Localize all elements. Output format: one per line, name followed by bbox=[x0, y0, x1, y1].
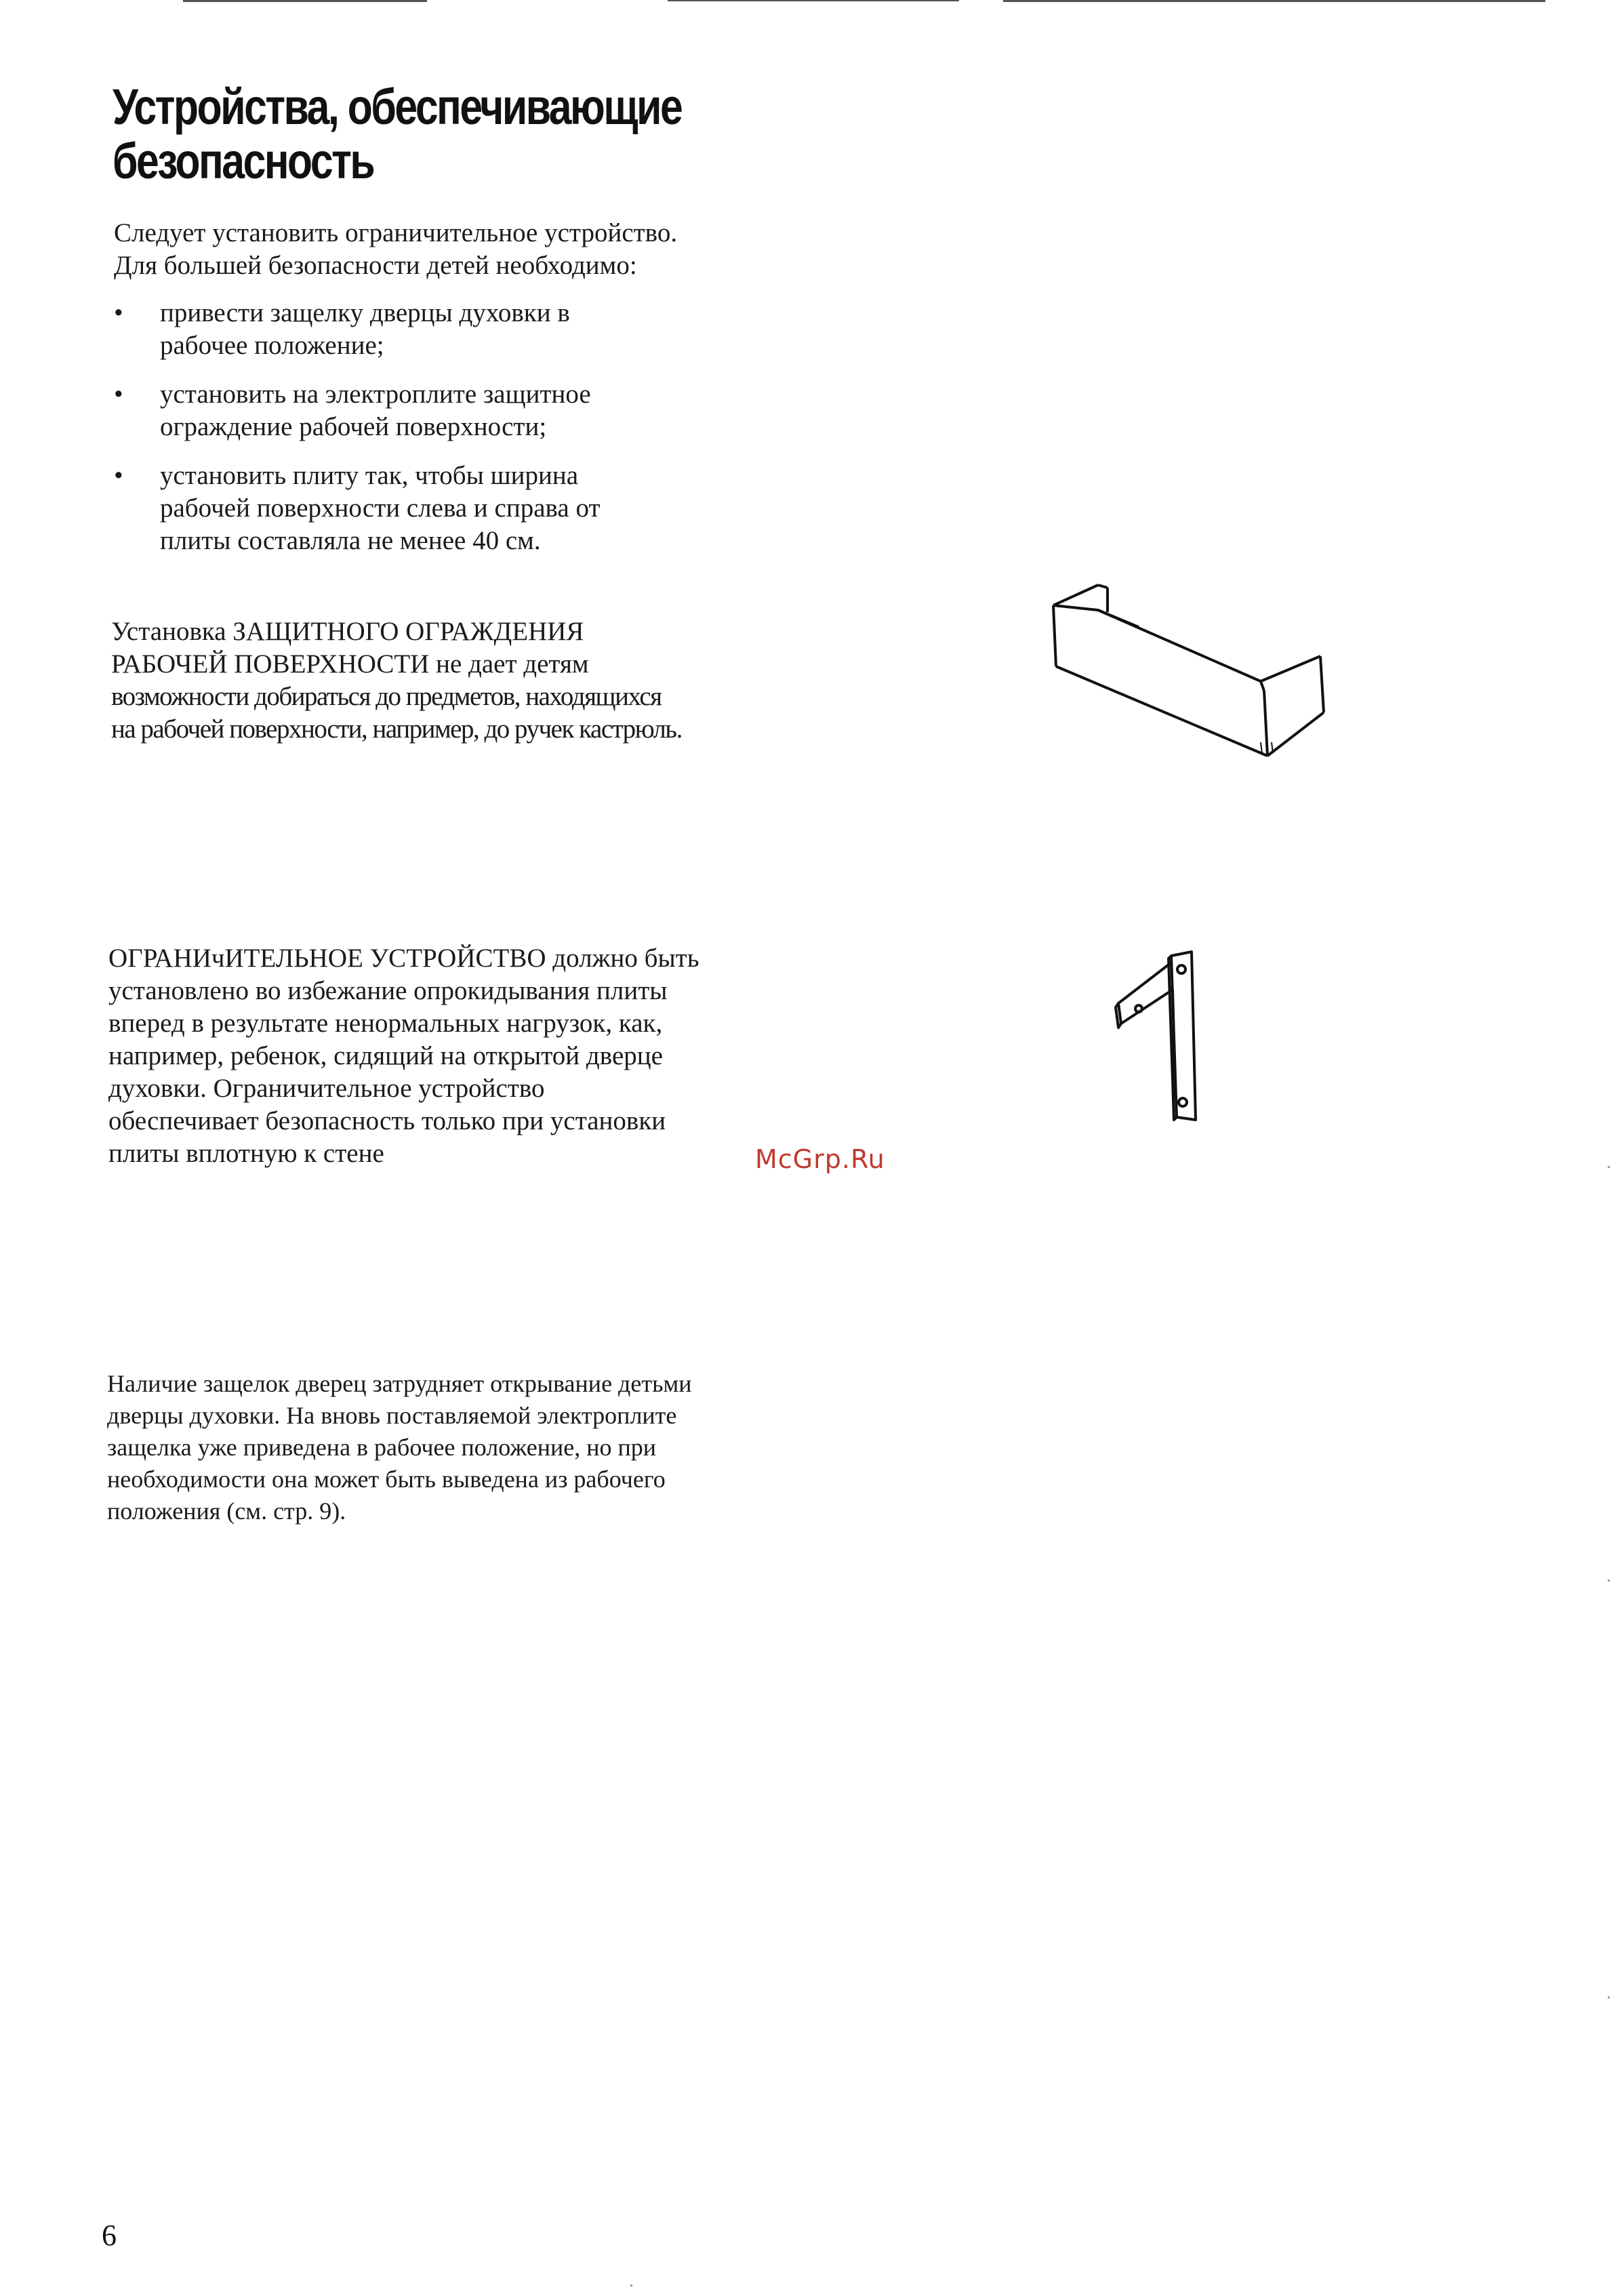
paragraph-line: необходимости она может быть выведена из рабочего bbox=[107, 1466, 666, 1493]
paragraph-line: на рабочей поверхности, например, до ручек кастрюль. bbox=[111, 714, 682, 744]
paragraph-line: плиты вплотную к стене bbox=[108, 1139, 384, 1168]
latch-paragraph bbox=[107, 1368, 785, 1527]
list-item bbox=[114, 460, 724, 557]
page-title bbox=[113, 80, 724, 188]
paragraph-line: например, ребенок, сидящий на открытой дверце bbox=[108, 1041, 663, 1070]
list-item-line: ограждение рабочей поверхности; bbox=[160, 412, 547, 441]
paragraph-line: вперед в результате ненормальных нагрузок, как, bbox=[108, 1009, 663, 1038]
list-item-line: установить плиту так, чтобы ширина bbox=[160, 461, 579, 490]
hob-guard-illustration bbox=[1044, 580, 1349, 763]
paragraph-line: Наличие защелок дверец затрудняет открывание детьми bbox=[107, 1370, 692, 1397]
paragraph-line: ОГРАНИчИТЕЛЬНОЕ УСТРОЙСТВО должно быть bbox=[108, 944, 699, 973]
paragraph-line: установлено во избежание опрокидывания плиты bbox=[108, 976, 668, 1005]
list-item-line: плиты составляла не менее 40 см. bbox=[160, 526, 541, 555]
scan-speck bbox=[1608, 1579, 1610, 1582]
intro-line: Для большей безопасности детей необходимо: bbox=[114, 251, 637, 280]
paragraph-line: дверцы духовки. На вновь поставляемой электроплите bbox=[107, 1402, 677, 1429]
scan-speck bbox=[630, 2284, 632, 2287]
paragraph-line: возможности добираться до предметов, находящихся bbox=[111, 682, 662, 711]
paragraph-line: духовки. Ограничительное устройство bbox=[108, 1074, 545, 1103]
paragraph-line: Установка ЗАЩИТНОГО ОГРАЖДЕНИЯ bbox=[111, 617, 584, 646]
paragraph-line: положения (см. стр. 9). bbox=[107, 1497, 346, 1525]
anti-tip-bracket-illustration bbox=[1112, 942, 1220, 1125]
intro-line: Следует установить ограничительное устройство. bbox=[114, 218, 678, 247]
page-title-line: Устройства, обеспечивающие bbox=[113, 79, 682, 135]
scan-line bbox=[1003, 0, 1545, 2]
scan-line bbox=[668, 0, 959, 1]
bullet-marker: • bbox=[114, 298, 123, 327]
scan-speck bbox=[1608, 1996, 1610, 1998]
scan-speck bbox=[1608, 1166, 1610, 1168]
paragraph-line: защелка уже приведена в рабочее положение, но при bbox=[107, 1434, 657, 1461]
safety-list bbox=[114, 297, 724, 573]
list-item-line: рабочей поверхности слева и справа от bbox=[160, 494, 601, 523]
list-item bbox=[114, 378, 724, 443]
guard-paragraph bbox=[111, 616, 789, 746]
list-item-line: привести защелку дверцы духовки в bbox=[160, 298, 570, 327]
intro-paragraph bbox=[114, 217, 792, 282]
page-number: 6 bbox=[102, 2219, 117, 2252]
watermark: McGrp.Ru bbox=[755, 1144, 885, 1174]
list-item-line: рабочее положение; bbox=[160, 331, 384, 360]
paragraph-line: РАБОЧЕЙ ПОВЕРХНОСТИ не дает детям bbox=[111, 649, 589, 679]
list-item-line: установить на электроплите защитное bbox=[160, 380, 591, 409]
restrict-paragraph bbox=[108, 942, 786, 1170]
scan-line bbox=[183, 0, 427, 2]
bullet-marker: • bbox=[114, 461, 123, 490]
page-title-line: безопасность bbox=[113, 133, 374, 189]
bullet-marker: • bbox=[114, 380, 123, 409]
list-item bbox=[114, 297, 724, 362]
paragraph-line: обеспечивает безопасность только при установки bbox=[108, 1106, 666, 1135]
